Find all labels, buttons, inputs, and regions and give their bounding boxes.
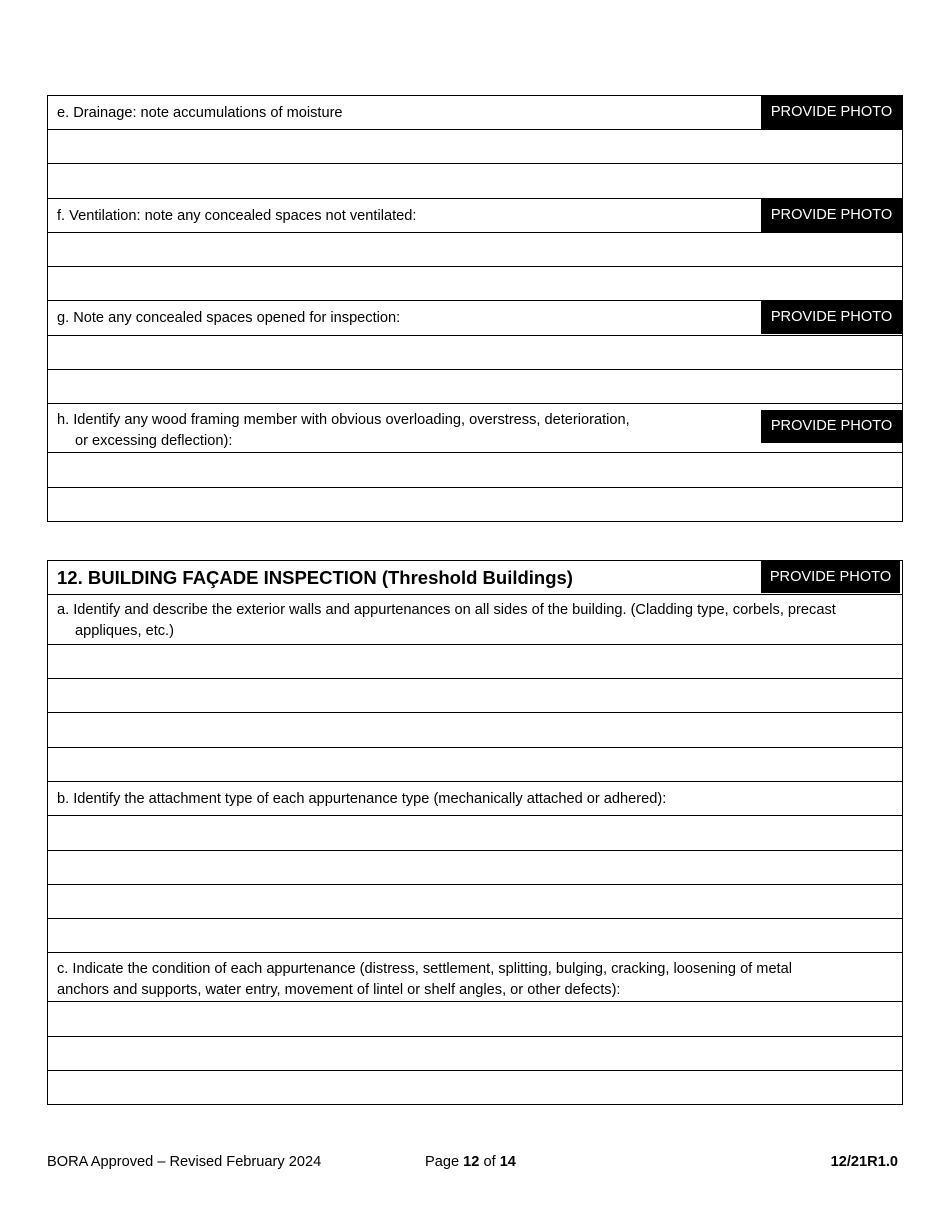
provide-photo-button-f[interactable]: PROVIDE PHOTO [761, 199, 902, 232]
answer-line[interactable] [47, 885, 903, 919]
label-a-line-2: appliques, etc.) [75, 623, 174, 639]
answer-line[interactable] [47, 336, 903, 370]
label-c-line-1: c. Indicate the condition of each appurtenance (distress, settlement, splitting, bulging, cracking, loosening of metal [57, 961, 792, 977]
label-c-condition [57, 959, 792, 1001]
answer-line[interactable] [47, 164, 903, 199]
facade-inspection-table [47, 560, 903, 1105]
row-e-drainage [47, 96, 903, 130]
page-prefix: Page [425, 1154, 460, 1170]
label-h-line-1: h. Identify any wood framing member with obvious overloading, overstress, deterioration, [57, 412, 630, 428]
label-h-wood-framing [57, 410, 630, 452]
label-a-exterior-walls [57, 600, 836, 642]
footer-doc-code: 12/21R1.0 [830, 1154, 898, 1170]
answer-line[interactable] [47, 748, 903, 782]
footer-approval: BORA Approved – Revised February 2024 [47, 1154, 322, 1170]
answer-line[interactable] [47, 233, 903, 267]
answer-line[interactable] [47, 453, 903, 488]
label-g-concealed-spaces: g. Note any concealed spaces opened for inspection: [57, 310, 401, 326]
page-of: of [483, 1154, 496, 1170]
provide-photo-button-g[interactable]: PROVIDE PHOTO [761, 301, 902, 334]
answer-line[interactable] [47, 1071, 903, 1105]
answer-line[interactable] [47, 851, 903, 885]
inspection-table-top [47, 95, 903, 522]
row-g-concealed-spaces [47, 301, 903, 336]
footer-page-number [425, 1152, 516, 1172]
row-b-attachment-type [47, 782, 903, 816]
section-title: 12. BUILDING FAÇADE INSPECTION (Threshold Buildings) [57, 567, 573, 588]
answer-line[interactable] [47, 679, 903, 713]
answer-line[interactable] [47, 919, 903, 953]
answer-line[interactable] [47, 1037, 903, 1071]
row-c-condition [47, 953, 903, 1002]
answer-line[interactable] [47, 816, 903, 851]
page-total: 14 [499, 1154, 516, 1170]
label-a-line-1: a. Identify and describe the exterior walls and appurtenances on all sides of the building. (Cladding type, corbels, precast [57, 602, 836, 618]
row-a-exterior-walls [47, 595, 903, 645]
label-c-line-2: anchors and supports, water entry, movement of lintel or shelf angles, or other defects): [57, 982, 621, 998]
provide-photo-button-h[interactable]: PROVIDE PHOTO [761, 410, 902, 443]
answer-line[interactable] [47, 267, 903, 301]
label-e-drainage: e. Drainage: note accumulations of moisture [57, 105, 343, 121]
provide-photo-button-facade[interactable]: PROVIDE PHOTO [761, 561, 900, 593]
row-f-ventilation [47, 199, 903, 233]
answer-line[interactable] [47, 1002, 903, 1037]
answer-line[interactable] [47, 645, 903, 679]
label-b-attachment-type: b. Identify the attachment type of each appurtenance type (mechanically attached or adhered): [57, 791, 667, 807]
answer-line[interactable] [47, 130, 903, 164]
facade-header-row [47, 561, 903, 595]
provide-photo-button-e[interactable]: PROVIDE PHOTO [761, 96, 902, 129]
label-f-ventilation: f. Ventilation: note any concealed spaces not ventilated: [57, 208, 417, 224]
row-h-wood-framing [47, 404, 903, 453]
label-h-line-2: or excessing deflection): [75, 433, 233, 449]
answer-line[interactable] [47, 370, 903, 404]
answer-line[interactable] [47, 488, 903, 522]
page-current: 12 [463, 1154, 480, 1170]
answer-line[interactable] [47, 713, 903, 748]
